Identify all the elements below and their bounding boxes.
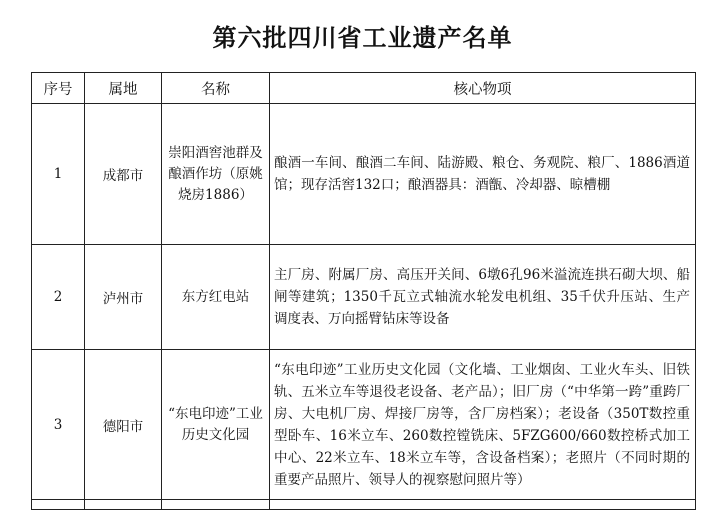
header-items: 核心物项 (270, 73, 696, 104)
row-items: “东电印迹”工业历史文化园（文化墙、工业烟囱、工业火车头、旧铁轨、五米立车等退役老设备、老产品）；旧厂房（“中华第一跨”重跨厂房、大电机厂房、焊接厂房等，含厂房档案）；老设备（350T数控重型卧车、16米立车、260数控镗铣床、5FZG600/660数控桥式加工中心、22米立车、18米立车等，含设备档案）；老照片（不同时期的重要产品照片、领导人的视察慰问照片等） (270, 350, 696, 500)
row-name: 崇阳酒窖池群及酿酒作坊（原姚烧房1886） (162, 104, 270, 245)
row-number: 1 (32, 104, 85, 245)
row-name: “东电印迹”工业历史文化园 (162, 350, 270, 500)
table-row (32, 245, 696, 350)
row-cell-partial (32, 500, 85, 510)
row-cell-partial (270, 500, 696, 510)
row-items: 主厂房、附属厂房、高压开关间、6墩6孔96米溢流连拱石砌大坝、船闸等建筑；1350千瓦立式轴流水轮发电机组、35千伏升压站、生产调度表、万向摇臂钻床等设备 (270, 245, 696, 350)
table-header-row (32, 73, 696, 104)
heritage-table (31, 72, 696, 510)
row-location: 德阳市 (85, 350, 162, 500)
row-cell-partial (162, 500, 270, 510)
row-items: 酿酒一车间、酿酒二车间、陆游殿、粮仓、务观院、粮厂、1886酒道馆；现存活窖132口；酿酒器具：酒甑、冷却器、晾槽棚 (270, 104, 696, 245)
page-title: 第六批四川省工业遗产名单 (212, 24, 513, 52)
row-number: 3 (32, 350, 85, 500)
row-location: 泸州市 (85, 245, 162, 350)
row-location: 成都市 (85, 104, 162, 245)
header-name: 名称 (162, 73, 270, 104)
header-no: 序号 (32, 73, 85, 104)
table-row-partial (32, 500, 696, 510)
row-name: 东方红电站 (162, 245, 270, 350)
table-row (32, 350, 696, 500)
header-location: 属地 (85, 73, 162, 104)
table-row (32, 104, 696, 245)
row-number: 2 (32, 245, 85, 350)
row-cell-partial (85, 500, 162, 510)
